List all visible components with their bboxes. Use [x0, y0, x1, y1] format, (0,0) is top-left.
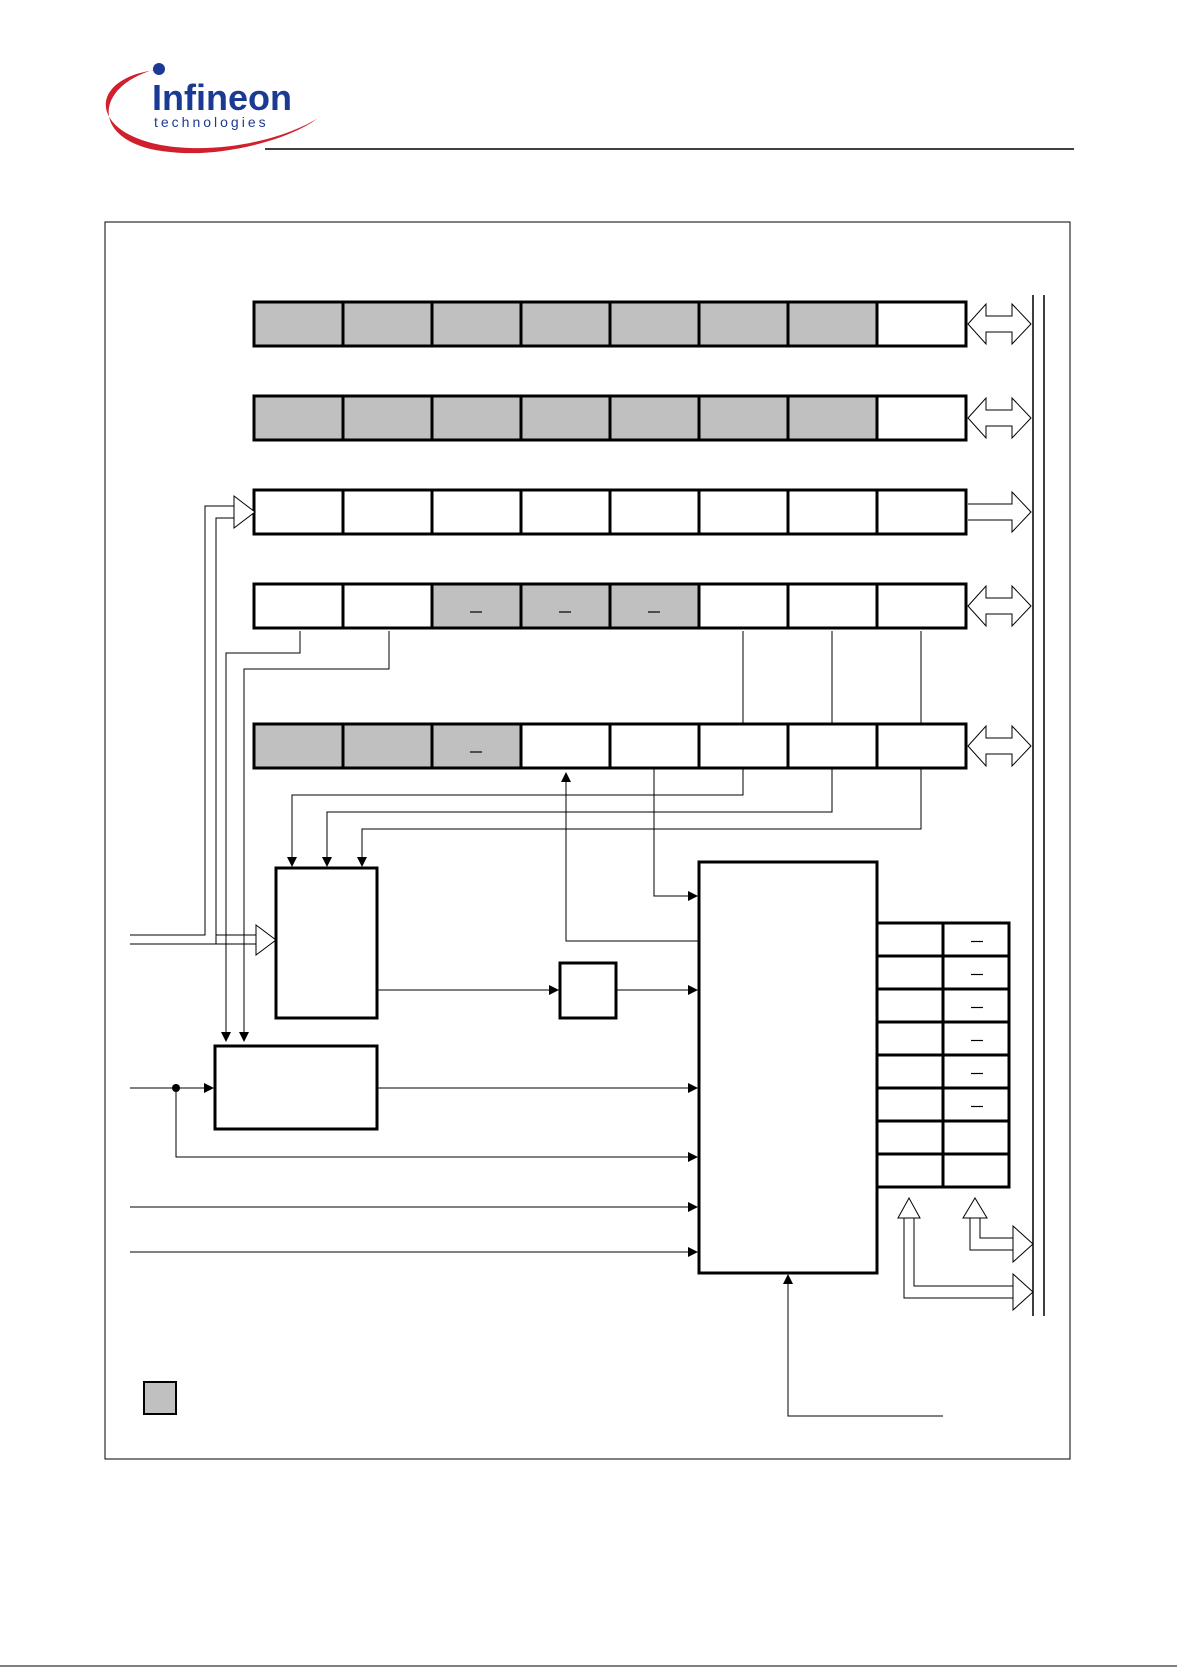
selector-cell	[877, 989, 943, 1022]
block-a	[276, 868, 377, 1018]
register-links	[743, 631, 921, 723]
register-cell	[254, 396, 343, 440]
bus-arrow-bidirectional	[968, 726, 1031, 766]
register-cell	[343, 490, 432, 534]
register-cell	[343, 724, 432, 768]
selector-cell	[877, 1022, 943, 1055]
register-cell	[432, 584, 521, 628]
register-5	[254, 724, 1031, 768]
infineon-logo	[106, 63, 318, 153]
block-c	[560, 963, 616, 1018]
register-2	[254, 396, 1031, 440]
register-cell	[521, 724, 610, 768]
register-cell	[877, 724, 966, 768]
logo-dot	[153, 63, 165, 75]
register-cell	[254, 302, 343, 346]
register-cell	[343, 302, 432, 346]
selector-cell	[943, 923, 1009, 956]
register-cell	[788, 724, 877, 768]
selector-cell	[943, 1121, 1009, 1154]
register-cell	[521, 490, 610, 534]
selector-cell	[943, 956, 1009, 989]
register-cell	[788, 584, 877, 628]
block-b	[215, 1046, 377, 1129]
register-cell	[343, 396, 432, 440]
register-cell	[788, 490, 877, 534]
selector-cell	[877, 1121, 943, 1154]
register-cell	[788, 302, 877, 346]
register-cell	[432, 396, 521, 440]
selector-table	[877, 923, 1009, 1187]
register-cell	[343, 584, 432, 628]
register-4	[254, 584, 1031, 628]
selector-cell	[943, 1154, 1009, 1187]
legend-reserved-swatch	[144, 1382, 176, 1414]
register-cell	[877, 584, 966, 628]
logo-brand-text: Infineon	[152, 77, 292, 118]
register-cell	[877, 302, 966, 346]
bus-arrow-bidirectional	[968, 586, 1031, 626]
register-cell	[699, 724, 788, 768]
selector-cell	[877, 1154, 943, 1187]
register-1	[254, 302, 1031, 346]
register-cell	[521, 302, 610, 346]
logo-sub-text: technologies	[154, 114, 269, 130]
selector-cell	[943, 1022, 1009, 1055]
selector-cell	[943, 989, 1009, 1022]
bus-arrow-bidirectional	[968, 304, 1031, 344]
register-cell	[699, 396, 788, 440]
main-block	[699, 862, 877, 1273]
register-cell	[788, 396, 877, 440]
selector-cell	[877, 1088, 943, 1121]
register-cell	[610, 584, 699, 628]
register-3	[254, 490, 1031, 534]
bus-arrow-bidirectional	[968, 398, 1031, 438]
selector-cell	[877, 1055, 943, 1088]
register-cell	[610, 302, 699, 346]
table-bus-arrows	[898, 1198, 1033, 1310]
register-cell	[699, 584, 788, 628]
selector-cell	[877, 923, 943, 956]
ctrl-lines-to-block-a	[292, 769, 921, 866]
register-cell	[521, 584, 610, 628]
selector-cell	[943, 1055, 1009, 1088]
register-group	[254, 302, 1031, 768]
register-cell	[432, 724, 521, 768]
selector-cell	[877, 956, 943, 989]
register-cell	[432, 302, 521, 346]
register-cell	[699, 302, 788, 346]
register-cell	[254, 490, 343, 534]
register-cell	[254, 584, 343, 628]
register-cell	[610, 490, 699, 534]
register-cell	[877, 396, 966, 440]
register-cell	[254, 724, 343, 768]
register-cell	[877, 490, 966, 534]
junction-dot	[172, 1084, 180, 1092]
register-cell	[521, 396, 610, 440]
register-cell	[432, 490, 521, 534]
bus-arrow-output	[968, 492, 1031, 532]
register-cell	[699, 490, 788, 534]
selector-cell	[943, 1088, 1009, 1121]
register-cell	[610, 724, 699, 768]
register-cell	[610, 396, 699, 440]
